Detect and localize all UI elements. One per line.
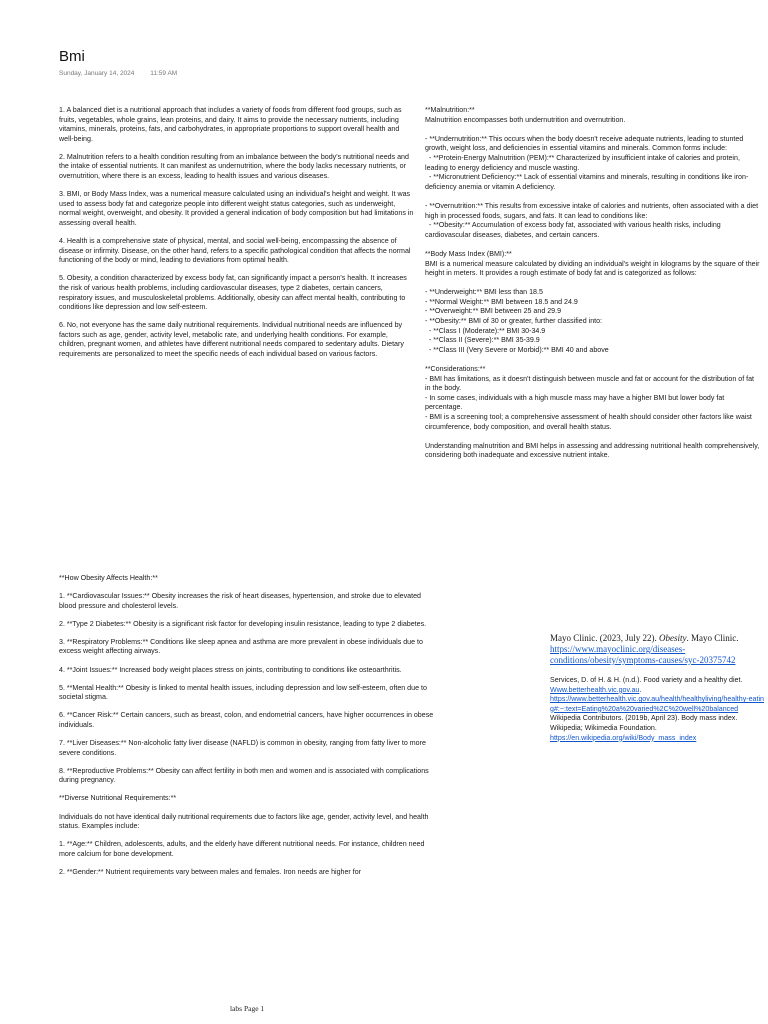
wikipedia-link[interactable]: https://en.wikipedia.org/wiki/Body_mass_index: [550, 733, 697, 742]
page-meta: [59, 70, 177, 77]
text-line: BMI is a numerical measure calculated by dividing an individual's weight in kilograms by the square of their height in meters. It provides a rough estimate of body fat and is categorized as follows:: [425, 259, 762, 278]
text-line: - In some cases, individuals with a high muscle mass may have a higher BMI but lower body fat percentage.: [425, 393, 727, 412]
text-line: - **Class I (Moderate):** BMI 30-34.9: [425, 326, 546, 335]
text-line: **Malnutrition:**: [425, 106, 475, 114]
text-line: - **Underweight:** BMI less than 18.5: [425, 288, 543, 297]
paragraph: 3. **Respiratory Problems:** Conditions like sleep apnea and asthma are more prevalent in obese individuals due to excess weight affecting airways.: [59, 637, 425, 656]
paragraph: **Diverse Nutritional Requirements:**: [59, 794, 177, 803]
paragraph: Individuals do not have identical daily nutritional requirements due to factors like age, gender, activity level, and health status. Examples include:: [59, 812, 431, 831]
text-line: - **Undernutrition:** This occurs when the body doesn't receive adequate nutrients, leading to stunted growth, weight loss, and deficiencies in essential vitamins and minerals. Common forms include:: [425, 134, 746, 153]
page-footer: labs Page 1: [230, 1004, 265, 1013]
text-line: - **Class II (Severe):** BMI 35-39.9: [425, 336, 540, 345]
betterhealth-home-link[interactable]: Www.betterhealth.vic.gov.au: [550, 685, 640, 694]
paragraph: 1. **Age:** Children, adolescents, adults, and the elderly have different nutritional needs. For instance, children need more calcium for bone development.: [59, 840, 427, 858]
references: [550, 633, 765, 743]
paragraph: 5. Obesity, a condition characterized by excess body fat, can significantly impact a person's health. It increases the risk of various health problems, including cardiovascular diseases, type 2 diabetes, certain cancers, respiratory issues, and musculoskeletal problems. Additionally, obesity can affect mental health, contributing to conditions like depression and low self-esteem.: [59, 274, 409, 312]
page-title: Bmi: [59, 48, 85, 65]
paragraph: 5. **Mental Health:** Obesity is linked to mental health issues, including depression and low self-esteem, often due to societal stigma.: [59, 683, 429, 702]
paragraph: 2. **Gender:** Nutrient requirements vary between males and females. Iron needs are higher for: [59, 867, 362, 876]
text-line: - **Micronutrient Deficiency:** Lack of essential vitamins and minerals, resulting in conditions like iron-deficiency anemia or vitamin A deficiency.: [425, 173, 749, 191]
mayo-link[interactable]: https://www.mayoclinic.org/diseases-conditions/obesity/symptoms-causes/syc-20375742: [550, 644, 736, 665]
betterhealth-link[interactable]: https://www.betterhealth.vic.gov.au/health/healthyliving/healthy-eating#:~:text=Eating%20a%20varied%2C%20well%20balanced: [550, 695, 764, 713]
paragraph: 4. **Joint Issues:** Increased body weight places stress on joints, contributing to conditions like osteoarthritis.: [59, 665, 402, 674]
page-time: 11:59 AM: [150, 70, 178, 77]
paragraph: 3. BMI, or Body Mass Index, was a numerical measure calculated using an individual's height and weight. It was used to assess body fat and categorize people into different weight status categories, such as underweight, normal weight, overweight, and obesity. It provided a general indication of body composition but had limitations in assessing overall health.: [59, 190, 416, 227]
text-line: **Body Mass Index (BMI):**: [425, 249, 512, 258]
text-line: Understanding malnutrition and BMI helps in assessing and addressing nutritional health comprehensively, considering both inadequate and excessive nutrient intake.: [425, 441, 762, 460]
reference-betterhealth: Services, D. of H. & H. (n.d.). Food variety and a healthy diet. Www.betterhealth.vic.gov.au. https://www.betterhealth.vic.gov.au/health/healthyliving/healthy-eating#:~:text=Eating%20a%20varied%2C%20well%20balanced: [550, 676, 764, 713]
text-line: - BMI has limitations, as it doesn't distinguish between muscle and fat or account for the distribution of fat in the body.: [425, 374, 757, 393]
left-column-text: [59, 106, 414, 368]
text-line: - **Obesity:** BMI of 30 or greater, further classified into:: [425, 317, 603, 326]
paragraph: 1. A balanced diet is a nutritional approach that includes a variety of foods from different food groups, such as fruits, vegetables, whole grains, lean proteins, and dairy. It aims to provide the necessary nutrients, including vitamins, minerals, proteins, fats, and carbohydrates, in appropriate proportions to support overall health and well-being.: [59, 106, 404, 143]
paragraph: 2. Malnutrition refers to a health condition resulting from an imbalance between the body's nutritional needs and the intake of essential nutrients. It can manifest as undernutrition, where the body lacks necessary nutrients, or overnutrition, where there is an excess, leading to health issues and various diseases.: [59, 152, 411, 181]
text-line: **Considerations:**: [425, 365, 486, 374]
text-line: - **Class III (Very Severe or Morbid):** BMI 40 and above: [425, 345, 609, 354]
paragraph: **How Obesity Affects Health:**: [59, 574, 158, 582]
text-line: - **Normal Weight:** BMI between 18.5 and 24.9: [425, 297, 578, 306]
paragraph: 6. No, not everyone has the same daily nutritional requirements. Individual nutritional needs are influenced by factors such as age, gender, activity level, metabolic rate, and underlying health conditions. For example, children, pregnant women, and athletes have different nutritional needs compared to sedentary adults. Dietary requirements are personalized to meet the specific needs of each individual based on various factors.: [59, 321, 406, 358]
paragraph: 8. **Reproductive Problems:** Obesity can affect fertility in both men and women and is associated with complications during pregnancy.: [59, 766, 431, 785]
bottom-column-text: [59, 574, 435, 886]
paragraph: 1. **Cardiovascular Issues:** Obesity increases the risk of heart diseases, hypertension, and stroke due to elevated blood pressure and cholesterol levels.: [59, 592, 423, 610]
reference-wikipedia: Wikipedia Contributors. (2019b, April 23). Body mass index. Wikipedia; Wikimedia Foundation. https://en.wikipedia.org/wiki/Body_mass_index: [550, 714, 765, 743]
paragraph: 6. **Cancer Risk:** Certain cancers, such as breast, colon, and endometrial cancers, have higher occurrences in obese individuals.: [59, 711, 436, 729]
paragraph: 7. **Liver Diseases:** Non-alcoholic fatty liver disease (NAFLD) is common in obesity, ranging from fatty liver to more severe conditions.: [59, 739, 428, 757]
reference-mayo: Mayo Clinic. (2023, July 22). Obesity. Mayo Clinic. https://www.mayoclinic.org/diseases-conditions/obesity/symptoms-causes/syc-20375742: [550, 633, 765, 666]
text-line: - **Obesity:** Accumulation of excess body fat, associated with various health risks, including cardiovascular diseases, diabetes, and certain cancers.: [425, 221, 723, 239]
text-line: - **Protein-Energy Malnutrition (PEM):** Characterized by insufficient intake of calories and protein, leading to energy deficiency and muscle wasting.: [425, 153, 742, 172]
right-column-text: [425, 106, 760, 461]
text-line: - **Overnutrition:** This results from excessive intake of calories and nutrients, often associated with a diet high in processed foods, sugars, and fats. It can lead to conditions like:: [425, 201, 761, 220]
text-line: Malnutrition encompasses both undernutrition and overnutrition.: [425, 115, 626, 124]
text-line: - **Overweight:** BMI between 25 and 29.9: [425, 307, 562, 316]
paragraph: 4. Health is a comprehensive state of physical, mental, and social well-being, encompassing the absence of disease or infirmity. Disease, on the other hand, refers to a specific pathological condition that affects the normal functioning of the body or mind, leading to deviations from optimal health.: [59, 237, 413, 265]
text-line: - BMI is a screening tool; a comprehensive assessment of health should consider other factors like waist circumference, body composition, and overall health status.: [425, 413, 754, 431]
paragraph: 2. **Type 2 Diabetes:** Obesity is a significant risk factor for developing insulin resistance, leading to type 2 diabetes.: [59, 619, 427, 628]
page-date: Sunday, January 14, 2024: [59, 70, 135, 77]
